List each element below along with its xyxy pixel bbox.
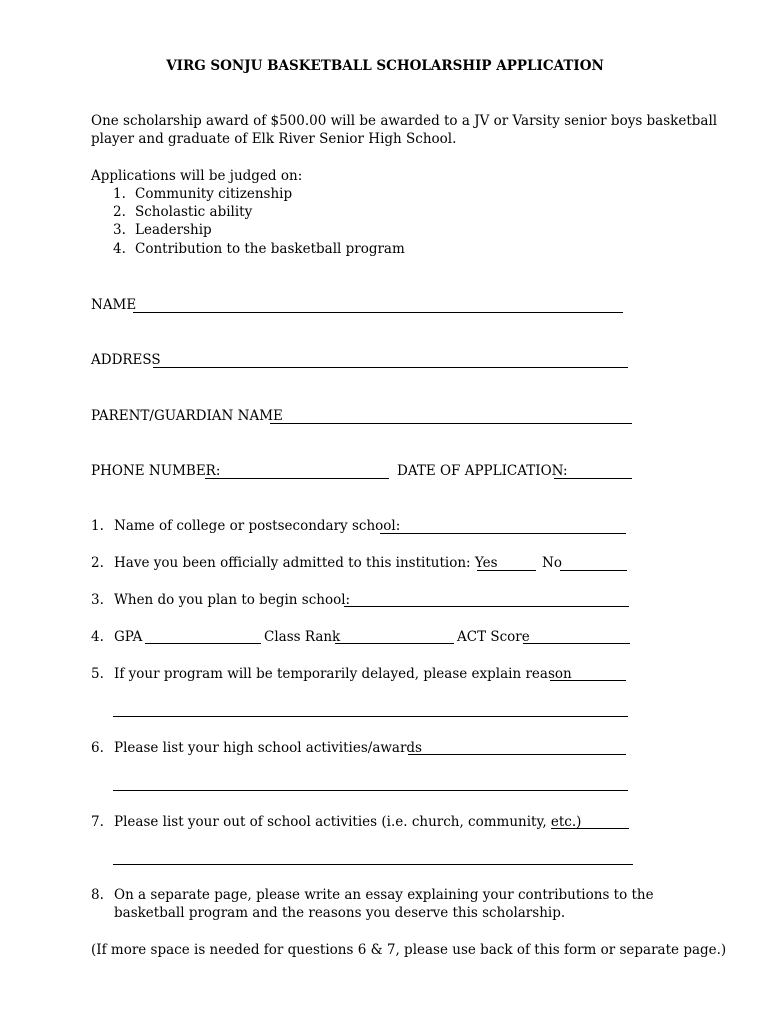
college-field[interactable] [380,533,626,534]
delay-reason-field-2[interactable] [113,716,628,717]
phone-label: PHONE NUMBER: [91,463,221,479]
intro-line-1: One scholarship award of $500.00 will be awarded to a JV or Varsity senior boys basketball [91,113,718,129]
phone-field[interactable] [205,478,389,479]
gpa-field[interactable] [145,643,261,644]
question-7: 7. Please list your out of school activities (i.e. church, community, etc.) [91,814,582,830]
outside-activities-field-2[interactable] [113,864,633,865]
question-2: 2. Have you been officially admitted to this institution: Yes [91,555,498,571]
question-1: 1. Name of college or postsecondary school: [91,518,401,534]
hs-activities-field-2[interactable] [113,790,628,791]
act-score-field[interactable] [523,643,630,644]
form-title: VIRG SONJU BASKETBALL SCHOLARSHIP APPLICATION [166,58,604,74]
question-8-line-2: basketball program and the reasons you deserve this scholarship. [114,905,566,921]
parent-guardian-field[interactable] [270,423,632,424]
delay-reason-field[interactable] [550,680,626,681]
admitted-yes-field[interactable] [477,570,536,571]
name-label: NAME [91,297,137,313]
date-label: DATE OF APPLICATION: [397,463,568,479]
criteria-item: 2. Scholastic ability [113,204,253,220]
admitted-no-label: No [542,555,562,571]
act-score-label: ACT Score [457,629,530,645]
outside-activities-field[interactable] [551,828,629,829]
date-field[interactable] [554,478,632,479]
question-5: 5. If your program will be temporarily delayed, please explain reason [91,666,572,682]
criteria-item: 1. Community citizenship [113,186,293,202]
criteria-item: 4. Contribution to the basketball program [113,241,405,257]
address-field[interactable] [153,367,628,368]
question-8: 8. On a separate page, please write an essay explaining your contributions to the [91,887,654,903]
question-3: 3. When do you plan to begin school: [91,592,351,608]
address-label: ADDRESS [91,352,161,368]
admitted-no-field[interactable] [560,570,627,571]
intro-line-2: player and graduate of Elk River Senior High School. [91,131,457,147]
hs-activities-field[interactable] [408,754,626,755]
question-4: 4. GPA [91,629,143,645]
footnote: (If more space is needed for questions 6 & 7, please use back of this form or separate page.) [91,942,727,958]
class-rank-label: Class Rank [264,629,341,645]
name-field[interactable] [133,312,623,313]
criteria-item: 3. Leadership [113,222,212,238]
question-6: 6. Please list your high school activities/awards [91,740,422,756]
begin-school-field[interactable] [344,606,629,607]
class-rank-field[interactable] [335,643,454,644]
criteria-heading: Applications will be judged on: [91,168,303,184]
parent-guardian-label: PARENT/GUARDIAN NAME [91,408,283,424]
